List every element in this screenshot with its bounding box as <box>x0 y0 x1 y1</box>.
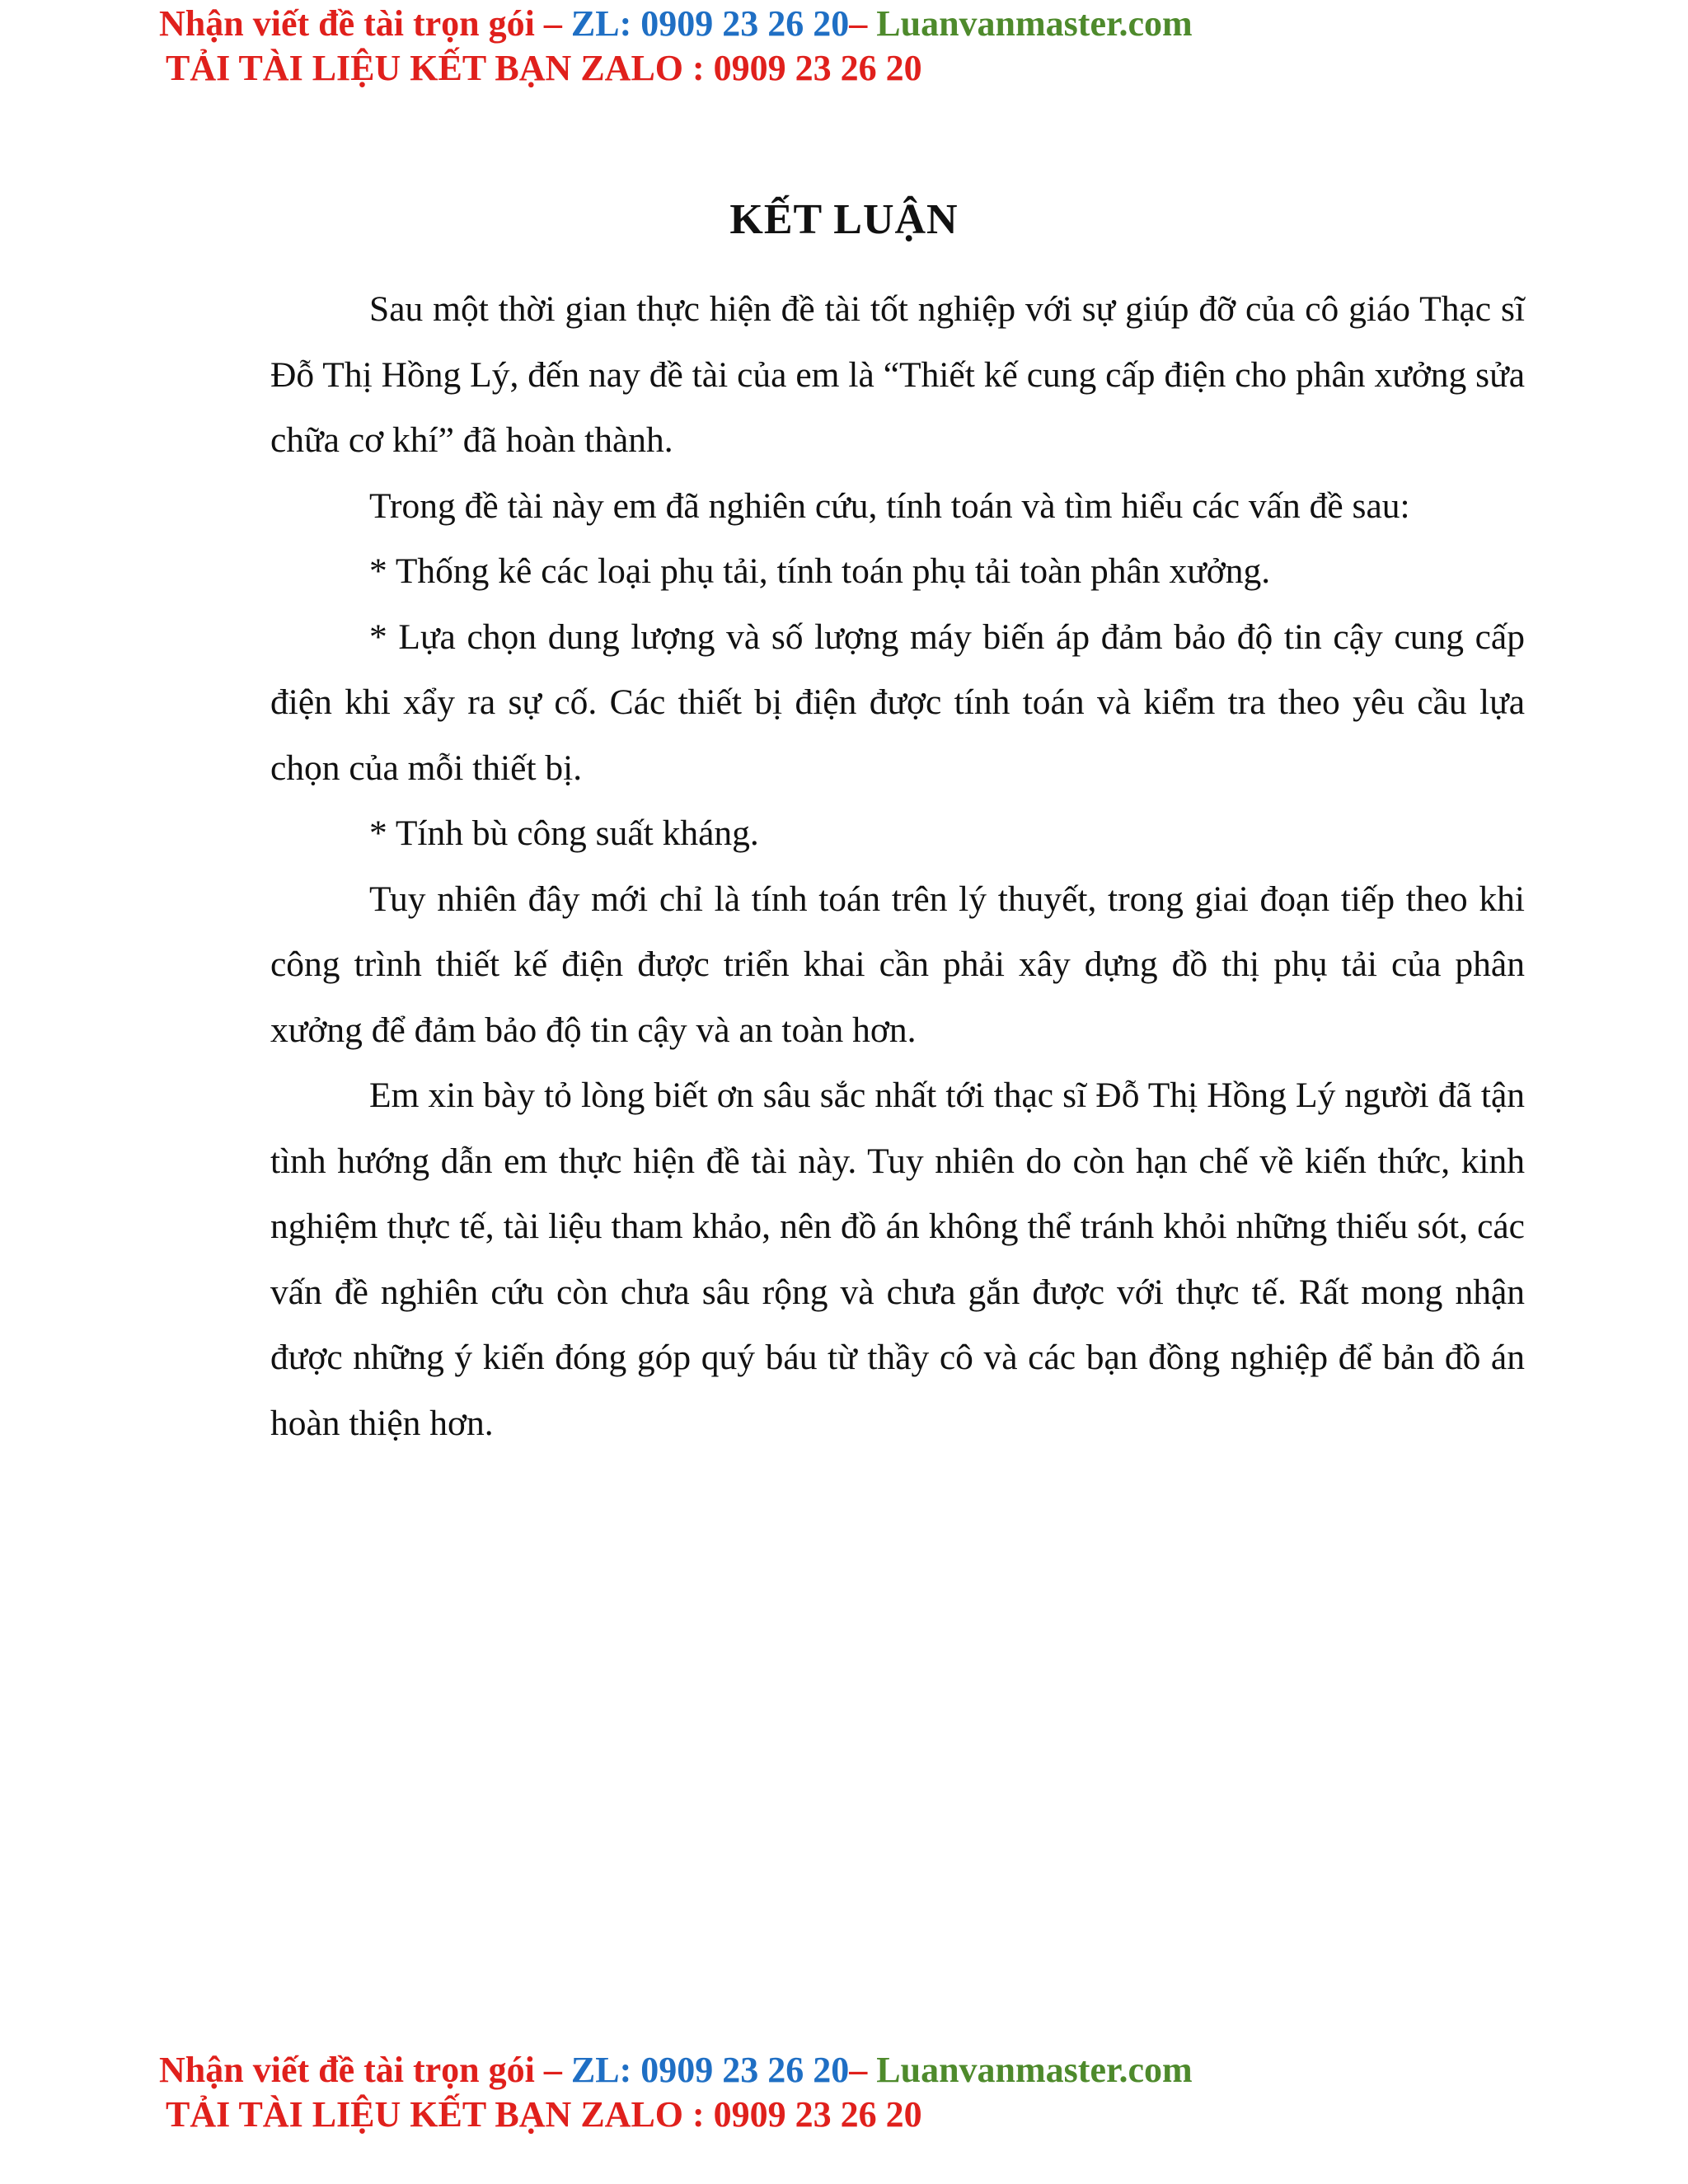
footer-banner <box>159 2048 1193 2137</box>
paragraph-intro: Sau một thời gian thực hiện đề tài tốt nghiệp với sự giúp đỡ của cô giáo Thạc sĩ Đỗ Thị Hồng Lý, đến nay đề tài của em là “Thiết kế cung cấp điện cho phân xưởng sửa chữa cơ khí” đã hoàn thành. <box>270 289 1525 460</box>
header-zalo-number: ZL: 0909 23 26 20 <box>570 3 850 44</box>
header-promo-text: Nhận viết đề tài trọn gói – <box>159 3 571 44</box>
document-body <box>270 277 1525 1456</box>
footer-download-line: TẢI TÀI LIỆU KẾT BẠN ZALO : 0909 23 26 20 <box>166 2094 922 2135</box>
header-promo-line <box>159 2 1193 46</box>
footer-dash: – <box>849 2050 877 2090</box>
header-website-link[interactable]: Luanvanmaster.com <box>876 3 1193 44</box>
paragraph-scope: Trong đề tài này em đã nghiên cứu, tính toán và tìm hiểu các vấn đề sau: <box>369 485 1410 526</box>
footer-promo-text: Nhận viết đề tài trọn gói – <box>159 2050 571 2090</box>
list-item-load-statistics: * Thống kê các loại phụ tải, tính toán phụ tải toàn phân xưởng. <box>369 551 1271 591</box>
footer-website-link[interactable]: Luanvanmaster.com <box>876 2050 1193 2090</box>
list-item-reactive-compensation: * Tính bù công suất kháng. <box>369 813 759 853</box>
page-title: KẾT LUẬN <box>729 196 959 243</box>
paragraph-acknowledgement: Em xin bày tỏ lòng biết ơn sâu sắc nhất tới thạc sĩ Đỗ Thị Hồng Lý người đã tận tình hướng dẫn em thực hiện đề tài này. Tuy nhiên do còn hạn chế về kiến thức, kinh nghiệm thực tế, tài liệu tham khảo, nên đồ án không thể tránh khỏi những thiếu sót, các vấn đề nghiên cứu còn chưa sâu rộng và chưa gắn được với thực tế. Rất mong nhận được những ý kiến đóng góp quý báu từ thầy cô và các bạn đồng nghiệp để bản đồ án hoàn thiện hơn. <box>270 1076 1525 1443</box>
header-banner <box>159 2 1193 91</box>
footer-zalo-number: ZL: 0909 23 26 20 <box>570 2050 850 2090</box>
footer-promo-line <box>159 2048 1193 2093</box>
list-item-transformer-selection: * Lựa chọn dung lượng và số lượng máy biến áp đảm bảo độ tin cậy cung cấp điện khi xẩy ra sự cố. Các thiết bị điện được tính toán và kiểm tra theo yêu cầu lựa chọn của mỗi thiết bị. <box>270 616 1525 788</box>
paragraph-limitations: Tuy nhiên đây mới chỉ là tính toán trên lý thuyết, trong giai đoạn tiếp theo khi công trình thiết kế điện được triển khai cần phải xây dựng đồ thị phụ tải của phân xưởng để đảm bảo độ tin cậy và an toàn hơn. <box>270 879 1525 1050</box>
header-download-line: TẢI TÀI LIỆU KẾT BẠN ZALO : 0909 23 26 20 <box>166 48 922 88</box>
header-dash: – <box>849 3 877 44</box>
